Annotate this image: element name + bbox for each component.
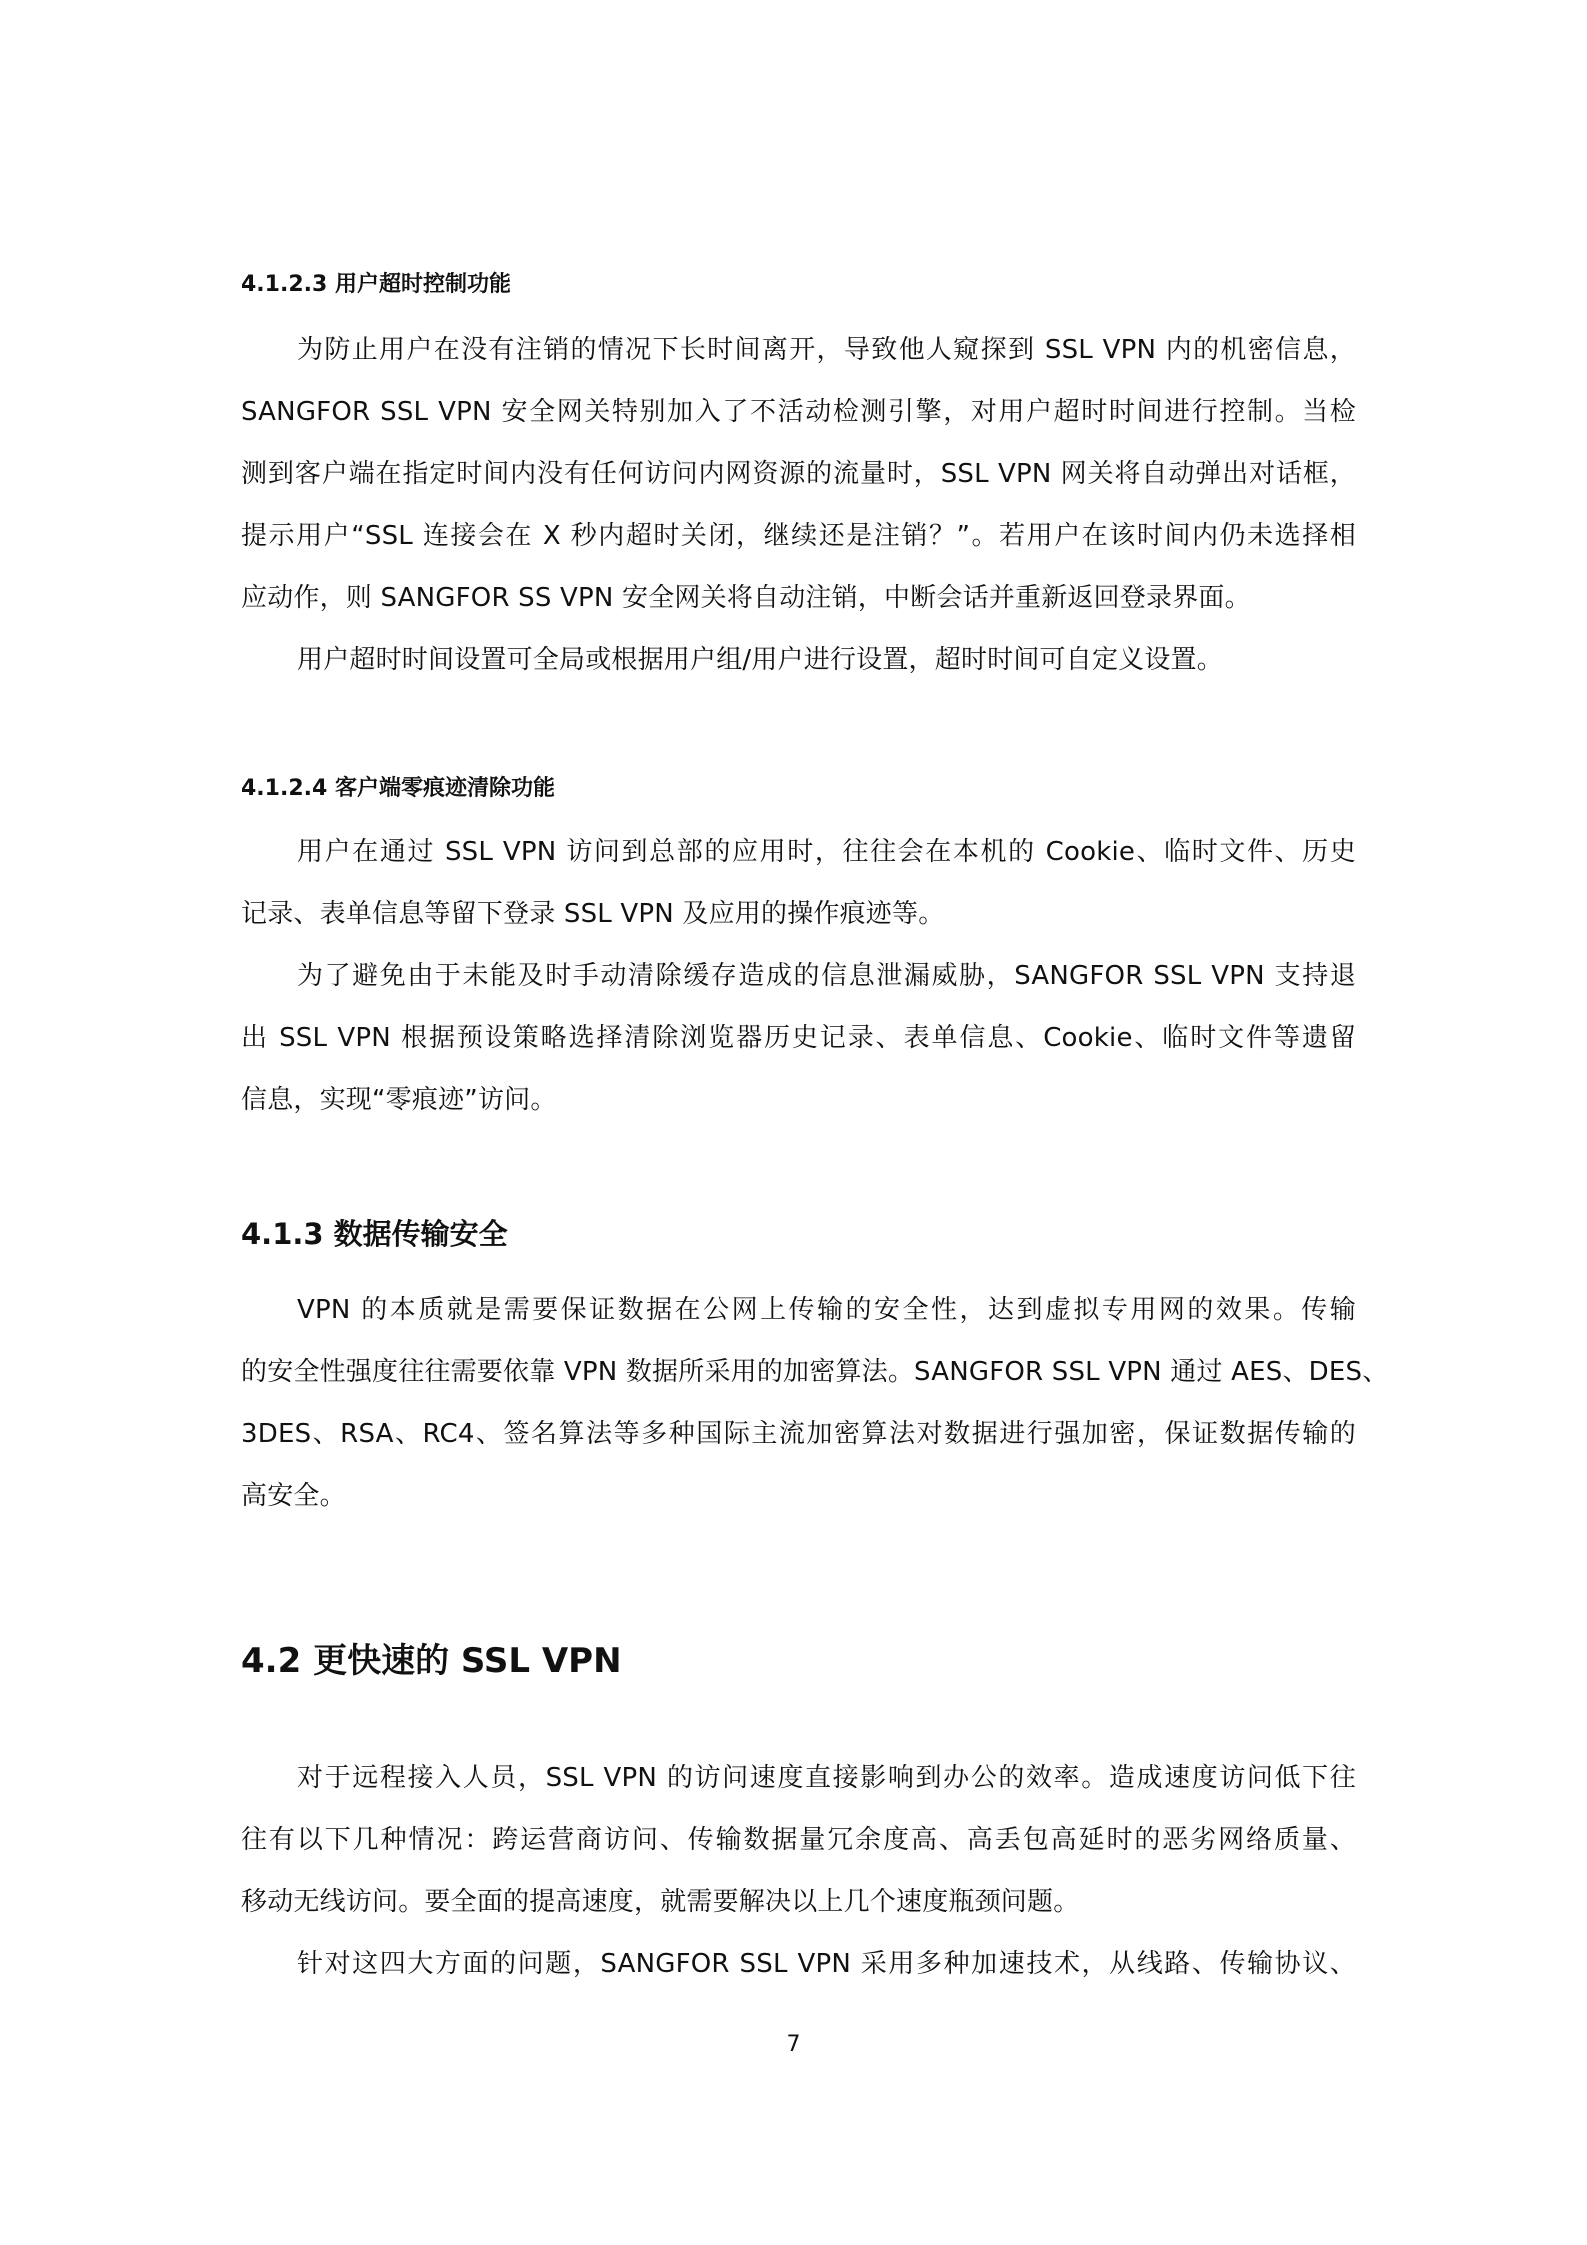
paragraph-line: VPN 的本质就是需要保证数据在公网上传输的安全性，达到虚拟专用网的效果。传输 — [297, 1295, 1356, 1325]
paragraph-line: 用户在通过 SSL VPN 访问到总部的应用时，往往会在本机的 Cookie、临时文件、历史 — [297, 837, 1356, 867]
paragraph-line: 用户超时时间设置可全局或根据用户组/用户进行设置，超时时间可自定义设置。 — [297, 645, 1223, 675]
paragraph-line: 针对这四大方面的问题，SANGFOR SSL VPN 采用多种加速技术，从线路、传输协议、 — [297, 1949, 1356, 1979]
paragraph-line: 为防止用户在没有注销的情况下长时间离开，导致他人窥探到 SSL VPN 内的机密信息， — [297, 335, 1356, 365]
paragraph-line: 提示用户“SSL 连接会在 X 秒内超时关闭，继续还是注销？”。若用户在该时间内仍未选择相 — [241, 521, 1356, 551]
paragraph-line: 往有以下几种情况：跨运营商访问、传输数据量冗余度高、高丢包高延时的恶劣网络质量、 — [241, 1825, 1356, 1855]
paragraph-line: 高安全。 — [241, 1481, 346, 1511]
paragraph-line: 测到客户端在指定时间内没有任何访问内网资源的流量时，SSL VPN 网关将自动弹出对话框， — [241, 459, 1356, 489]
paragraph-line: 的安全性强度往往需要依靠 VPN 数据所采用的加密算法。SANGFOR SSL VPN 通过 AES、DES、 — [241, 1357, 1389, 1387]
paragraph-line: 应动作，则 SANGFOR SS VPN 安全网关将自动注销，中断会话并重新返回登录界面。 — [241, 583, 1251, 613]
heading-4-1-2-3: 4.1.2.3 用户超时控制功能 — [241, 272, 511, 297]
page-number: 7 — [786, 2032, 801, 2057]
paragraph-line: 对于远程接入人员，SSL VPN 的访问速度直接影响到办公的效率。造成速度访问低下往 — [297, 1763, 1356, 1793]
paragraph-line: 记录、表单信息等留下登录 SSL VPN 及应用的操作痕迹等。 — [241, 899, 945, 929]
paragraph-line: 3DES、RSA、RC4、签名算法等多种国际主流加密算法对数据进行强加密，保证数据传输的 — [241, 1419, 1356, 1449]
paragraph-line: SANGFOR SSL VPN 安全网关特别加入了不活动检测引擎，对用户超时时间进行控制。当检 — [241, 397, 1356, 427]
heading-4-1-3: 4.1.3 数据传输安全 — [241, 1217, 508, 1251]
paragraph-line: 信息，实现“零痕迹”访问。 — [241, 1085, 557, 1115]
paragraph-line: 为了避免由于未能及时手动清除缓存造成的信息泄漏威胁，SANGFOR SSL VPN 支持退 — [297, 961, 1356, 991]
heading-4-2: 4.2 更快速的 SSL VPN — [241, 1641, 622, 1681]
heading-4-1-2-4: 4.1.2.4 客户端零痕迹清除功能 — [241, 776, 555, 801]
paragraph-line: 移动无线访问。要全面的提高速度，就需要解决以上几个速度瓶颈问题。 — [241, 1887, 1080, 1917]
paragraph-line: 出 SSL VPN 根据预设策略选择清除浏览器历史记录、表单信息、Cookie、临时文件等遗留 — [241, 1023, 1356, 1053]
